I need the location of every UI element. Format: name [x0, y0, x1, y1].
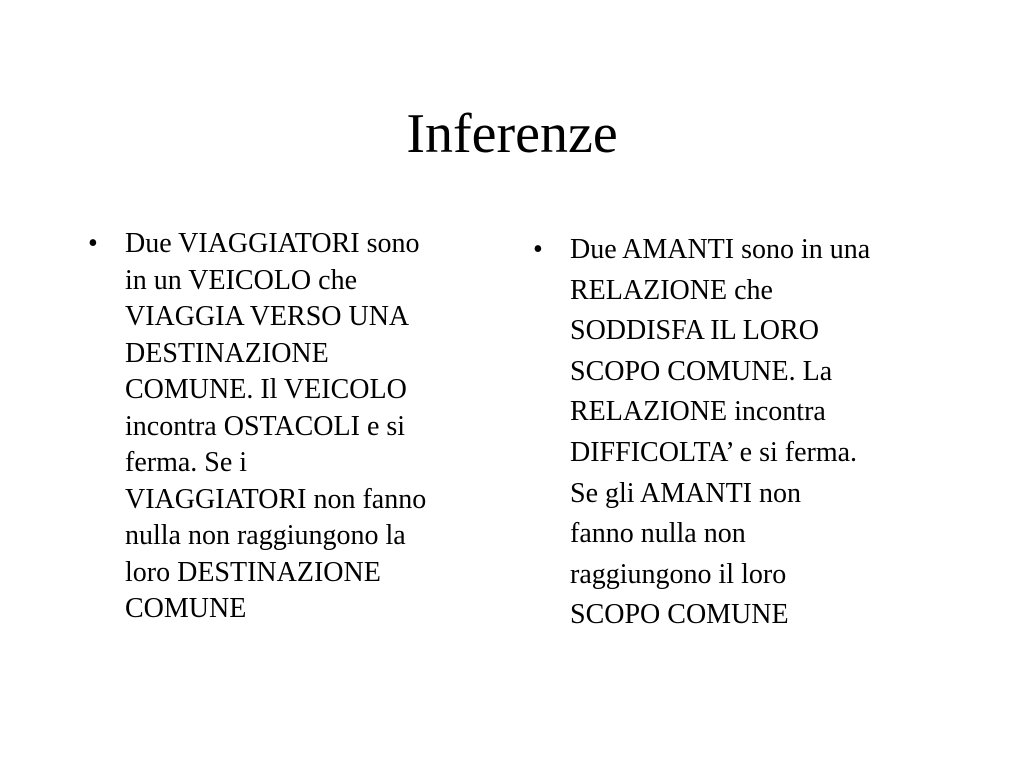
- left-text-line: Due VIAGGIATORI sono: [125, 228, 420, 259]
- left-text-line: ferma. Se i: [125, 447, 248, 478]
- right-text-line: DIFFICOLTA’ e si ferma.: [570, 436, 858, 468]
- left-text-line: nulla non raggiungono la: [125, 520, 406, 551]
- right-bullet-item: [533, 230, 953, 636]
- left-text-line: VIAGGIA VERSO UNA: [125, 301, 410, 332]
- right-text-line: SODDISFA IL LORO: [570, 315, 819, 347]
- right-text-line: Se gli AMANTI non: [570, 477, 801, 509]
- left-text-line: in un VEICOLO che: [125, 264, 357, 296]
- left-text-line: COMUNE: [125, 593, 247, 624]
- left-text-line: VIAGGIATORI non fanno: [125, 483, 427, 515]
- right-text-line: RELAZIONE che: [570, 274, 773, 306]
- bullet-icon: •: [533, 234, 543, 265]
- bullet-icon: •: [88, 228, 98, 259]
- left-text-line: DESTINAZIONE: [125, 337, 329, 369]
- left-bullet-item: [88, 226, 508, 628]
- left-column: [88, 226, 508, 628]
- left-text-line: COMUNE. Il VEICOLO: [125, 374, 407, 405]
- right-column: [533, 230, 953, 636]
- right-text-line: RELAZIONE incontra: [570, 396, 826, 428]
- left-text-line: loro DESTINAZIONE: [125, 556, 381, 588]
- right-text-line: SCOPO COMUNE: [570, 599, 789, 631]
- right-text-line: fanno nulla non: [570, 518, 746, 550]
- left-text-line: incontra OSTACOLI e si: [125, 410, 406, 442]
- right-text-line: Due AMANTI sono in una: [570, 234, 871, 265]
- slide-title: Inferenze: [406, 103, 618, 165]
- right-text-line: raggiungono il loro: [570, 558, 787, 590]
- right-text-line: SCOPO COMUNE. La: [570, 355, 833, 387]
